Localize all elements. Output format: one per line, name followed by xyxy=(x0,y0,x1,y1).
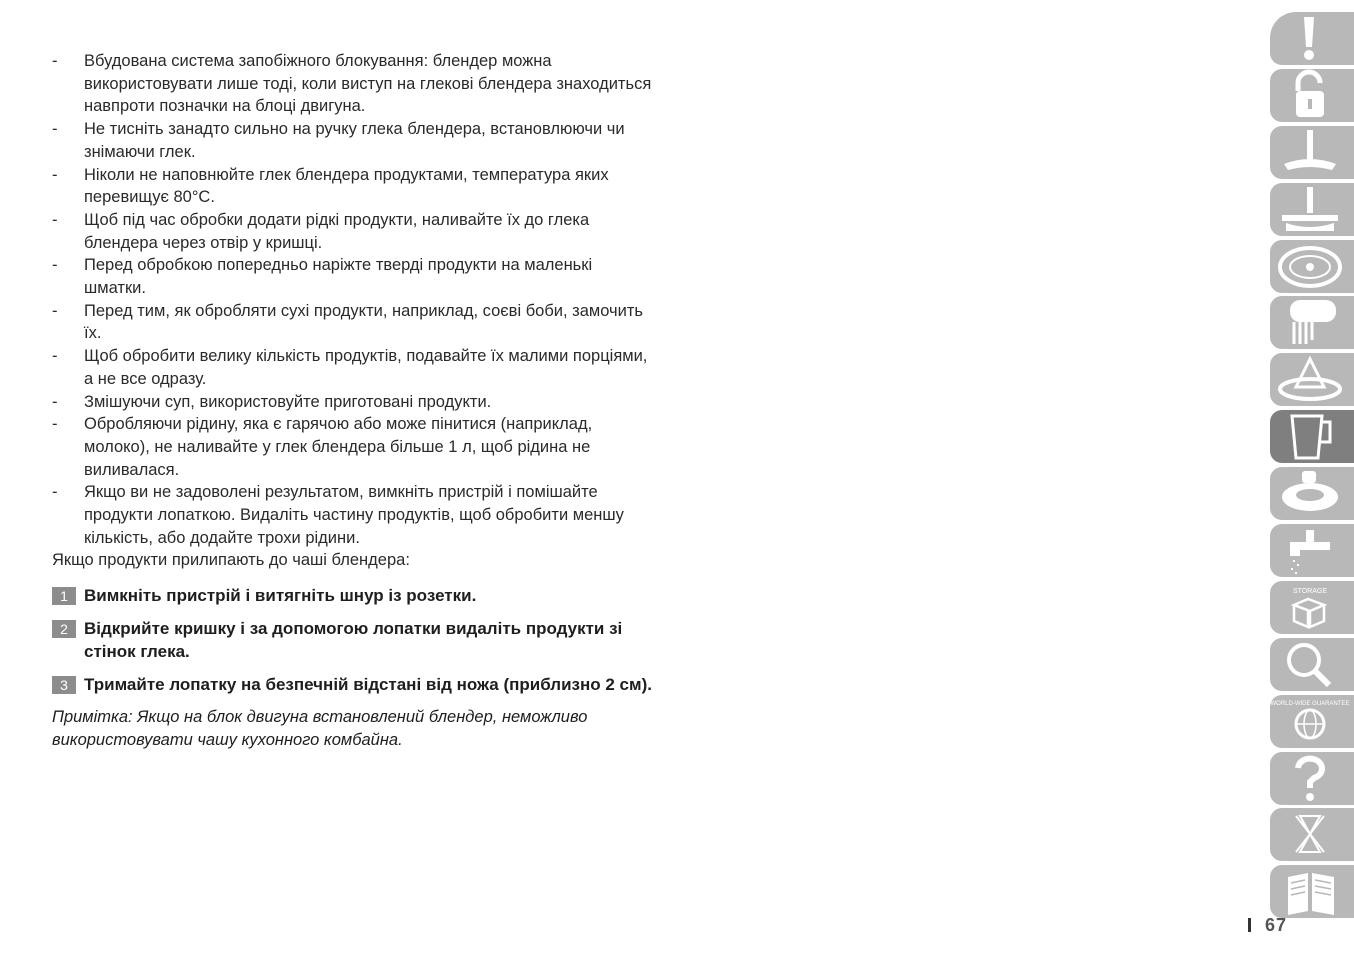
step-item xyxy=(52,617,652,663)
section-tabs-sidebar xyxy=(1270,12,1354,922)
step-number-badge: 1 xyxy=(52,587,76,605)
bullet-marker: - xyxy=(52,52,58,70)
list-item xyxy=(52,50,652,118)
list-item-text: Щоб обробити велику кількість продуктів, подавайте їх малими порціями, а не все одразу. xyxy=(84,347,648,388)
step-text: Відкрийте кришку і за допомогою лопатки видаліть продукти зі стінок глека. xyxy=(84,619,623,662)
storage-icon xyxy=(1276,583,1344,632)
list-item-text: Якщо ви не задоволені результатом, вимкніть пристрій і помішайте продукти лопаткою. Видаліть частину продуктів, щоб обробити меншу кількість, або додайте трохи рідини. xyxy=(84,483,624,547)
step-number-badge: 3 xyxy=(52,676,76,694)
list-item xyxy=(52,391,652,414)
note-text: Примітка: Якщо на блок двигуна встановлений блендер, неможливо використовувати чашу кухонного комбайна. xyxy=(52,708,588,750)
list-item-text: Ніколи не наповнюйте глек блендера продуктами, температура яких перевищує 80°C. xyxy=(84,165,609,207)
bullet-marker: - xyxy=(52,392,58,411)
tab-blade-base[interactable] xyxy=(1270,183,1354,236)
tab-disposal[interactable] xyxy=(1270,808,1354,861)
step-item xyxy=(52,673,652,696)
steps-intro: Якщо продукти прилипають до чаші блендера: xyxy=(52,551,410,570)
disc-icon xyxy=(1276,242,1344,291)
steps-list xyxy=(52,584,652,696)
list-item-text: Перед тим, як обробляти сухі продукти, наприклад, соєві боби, замочить їх. xyxy=(84,301,644,343)
bullet-marker: - xyxy=(52,210,58,229)
tab-whisk[interactable] xyxy=(1270,296,1354,349)
tab-safety-lock[interactable] xyxy=(1270,69,1354,122)
mill-icon xyxy=(1276,469,1344,518)
hourglass-icon xyxy=(1276,810,1344,859)
bullet-marker: - xyxy=(52,256,58,275)
list-item xyxy=(52,413,652,481)
citrus-press-icon xyxy=(1276,355,1344,404)
tab-cleaning[interactable] xyxy=(1270,524,1354,577)
whisk-icon xyxy=(1276,298,1344,347)
list-item xyxy=(52,164,652,209)
storage-label: STORAGE xyxy=(1292,587,1328,595)
list-item-text: Обробляючи рідину, яка є гарячою або може пінитися (наприклад, молоко), не наливайте у глек блендера більше 1 л, щоб рідина не виливалася. xyxy=(84,415,593,479)
tab-guarantee[interactable] xyxy=(1270,695,1354,748)
book-icon xyxy=(1276,867,1344,916)
list-item-text: Щоб під час обробки додати рідкі продукти, наливайте їх до глека блендера через отвір у кришці. xyxy=(84,210,590,252)
list-item-text: Не тисніть занадто сильно на ручку глека блендера, встановлюючи чи знімаючи глек. xyxy=(84,120,625,161)
list-item xyxy=(52,254,652,299)
bullet-marker: - xyxy=(52,165,58,184)
tab-mill[interactable] xyxy=(1270,467,1354,520)
page-marker xyxy=(1248,918,1251,932)
tab-warnings[interactable] xyxy=(1270,12,1354,65)
blade-base-icon xyxy=(1276,185,1344,234)
step-number-badge: 2 xyxy=(52,620,76,638)
step-text: Тримайте лопатку на безпечній відстані від ножа (приблизно 2 см). xyxy=(84,675,652,695)
list-item xyxy=(52,481,652,549)
guarantee-label: WORLD-WIDE GUARANTEE xyxy=(1270,700,1350,707)
list-item xyxy=(52,118,652,163)
tab-citrus-press[interactable] xyxy=(1270,353,1354,406)
step-text: Вимкніть пристрій і витягніть шнур із розетки. xyxy=(84,586,477,606)
bullet-marker: - xyxy=(52,301,58,320)
bullet-marker: - xyxy=(52,347,58,366)
guarantee-globe-icon xyxy=(1270,697,1350,746)
tab-blender-jug[interactable] xyxy=(1270,410,1354,463)
tips-list xyxy=(52,50,652,549)
bullet-marker: - xyxy=(52,483,58,502)
tab-storage[interactable] xyxy=(1270,581,1354,634)
magnifier-icon xyxy=(1276,640,1344,689)
step-item xyxy=(52,584,652,607)
page-footer xyxy=(1248,914,1287,936)
tab-troubleshooting-search[interactable] xyxy=(1270,638,1354,691)
tab-faq[interactable] xyxy=(1270,752,1354,805)
blender-jug-icon xyxy=(1276,412,1344,461)
list-item-text: Вбудована система запобіжного блокування: блендер можна використовувати лише тоді, коли виступ на глекові блендера знаходиться навпроти позначки на блоці двигуна. xyxy=(84,52,652,116)
tab-blade[interactable] xyxy=(1270,126,1354,179)
page-number: 67 xyxy=(1265,914,1288,935)
tab-disc[interactable] xyxy=(1270,240,1354,293)
tap-icon xyxy=(1276,526,1344,575)
exclamation-icon xyxy=(1276,14,1344,63)
bullet-marker: - xyxy=(52,120,58,139)
unlock-icon xyxy=(1276,71,1344,120)
page-content xyxy=(52,50,652,769)
blade-icon xyxy=(1276,128,1344,177)
list-item-text: Перед обробкою попередньо наріжте тверді продукти на маленькі шматки. xyxy=(84,256,593,298)
list-item xyxy=(52,209,652,254)
list-item xyxy=(52,345,652,390)
tab-manual[interactable] xyxy=(1270,865,1354,918)
question-icon xyxy=(1276,754,1344,803)
list-item-text: Змішуючи суп, використовуйте приготовані продукти. xyxy=(84,392,492,411)
list-item xyxy=(52,300,652,345)
bullet-marker: - xyxy=(52,415,58,434)
